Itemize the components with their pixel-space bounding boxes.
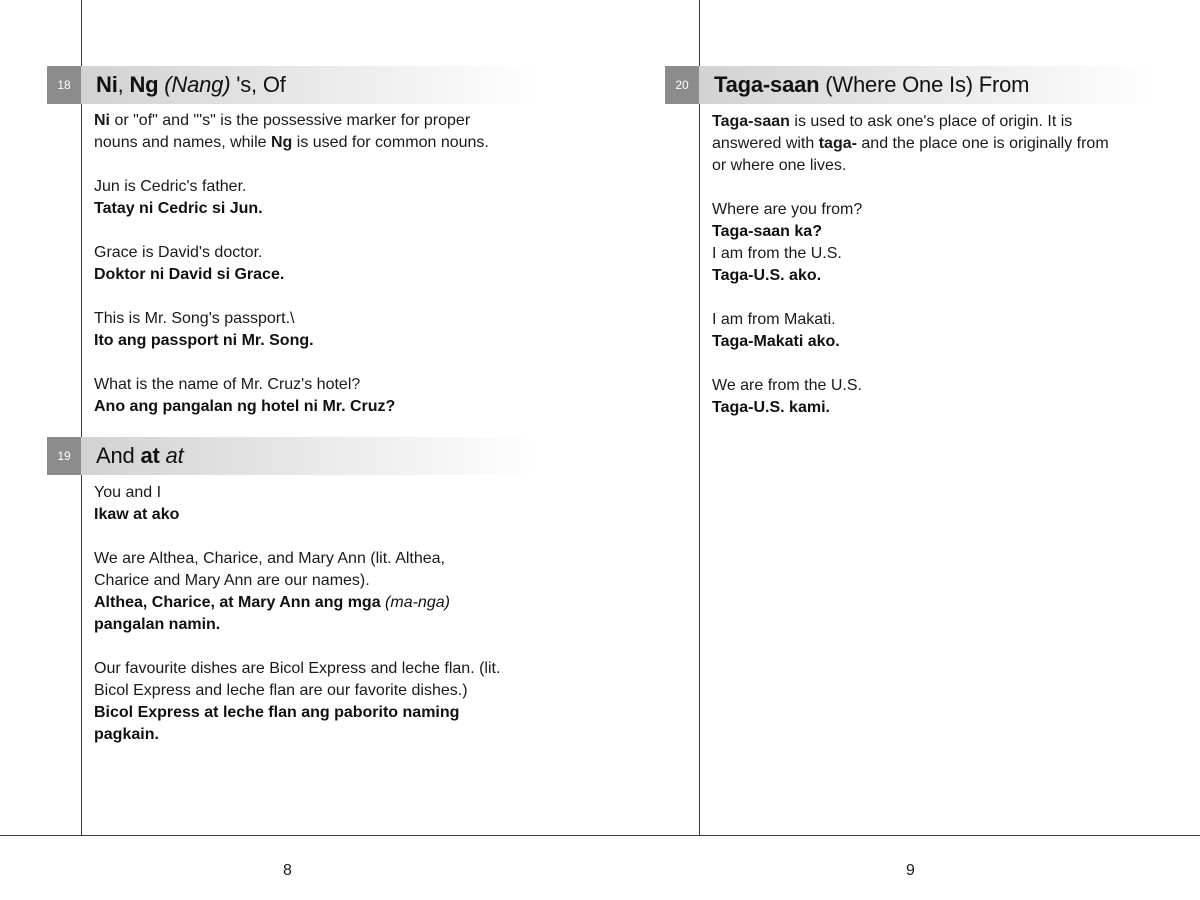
english-sentence: I am from Makati.	[712, 311, 836, 328]
title-part: And	[96, 443, 141, 468]
text: or "of" and "'s" is the possessive marker for proper	[110, 112, 471, 129]
footer-rule	[0, 835, 1200, 836]
tagalog-sentence: Doktor ni David si Grace.	[94, 266, 285, 283]
english-sentence: You and I	[94, 484, 162, 501]
page-number-right: 9	[906, 862, 915, 879]
intro-line: or where one lives.	[712, 157, 847, 174]
tagalog-sentence: Ito ang passport ni Mr. Song.	[94, 332, 314, 349]
example-pair	[94, 308, 489, 352]
title-part: (Where One Is) From	[819, 72, 1030, 97]
title-part: Ng	[129, 72, 159, 97]
text: is used to ask one's place of origin. It is	[789, 113, 1073, 130]
tagalog-sentence: Ano ang pangalan ng hotel ni Mr. Cruz?	[94, 398, 396, 415]
section-title	[96, 66, 286, 104]
intro-line	[94, 110, 489, 132]
example-pair	[94, 176, 489, 220]
section-number-badge: 18	[47, 66, 81, 104]
keyword: Taga-saan	[712, 113, 790, 130]
section-number-badge: 20	[665, 66, 699, 104]
tagalog-sentence: Tatay ni Cedric si Jun.	[94, 200, 263, 217]
intro-line	[712, 133, 1109, 155]
left-margin-rule	[81, 0, 82, 836]
intro-paragraph	[712, 111, 1109, 177]
text: is used for common nouns.	[292, 134, 489, 151]
section-20-body	[712, 111, 1109, 419]
title-part: Ni	[96, 72, 118, 97]
text: and the place one is originally from	[856, 135, 1109, 152]
tagalog-sentence: Bicol Express at leche flan ang paborito naming	[94, 704, 460, 721]
example-pair	[94, 658, 500, 746]
english-sentence: Jun is Cedric's father.	[94, 178, 247, 195]
example-pair	[94, 374, 489, 418]
english-sentence: Where are you from?	[712, 201, 863, 218]
tagalog-sentence: Taga-U.S. kami.	[712, 399, 830, 416]
tagalog-sentence: pangalan namin.	[94, 616, 221, 633]
page-gutter-rule	[699, 0, 700, 836]
english-sentence: I am from the U.S.	[712, 245, 842, 262]
text: nouns and names, while	[94, 134, 271, 151]
tagalog-sentence: Taga-Makati ako.	[712, 333, 840, 350]
example-pair	[712, 199, 1109, 287]
example-pair	[712, 375, 1109, 419]
intro-paragraph	[94, 110, 489, 154]
title-part: Taga-saan	[714, 72, 820, 97]
tagalog-sentence: pagkain.	[94, 726, 159, 743]
text: Althea, Charice, at Mary Ann ang mga	[94, 594, 381, 611]
english-sentence: Our favourite dishes are Bicol Express and leche flan. (lit.	[94, 660, 501, 677]
example-pair	[94, 482, 500, 526]
tagalog-sentence: Taga-U.S. ako.	[712, 267, 822, 284]
english-sentence: We are Althea, Charice, and Mary Ann (lit. Althea,	[94, 550, 445, 567]
pronunciation-note: (ma-nga)	[380, 594, 450, 611]
tagalog-sentence	[94, 592, 500, 614]
title-part: at	[159, 443, 184, 468]
keyword: Ni	[94, 112, 110, 129]
title-part: 's, Of	[230, 72, 286, 97]
intro-line	[712, 111, 1109, 133]
section-number-badge: 19	[47, 437, 81, 475]
english-sentence: What is the name of Mr. Cruz's hotel?	[94, 376, 361, 393]
example-pair	[712, 309, 1109, 353]
text: answered with	[712, 135, 819, 152]
keyword: taga-	[818, 135, 857, 152]
english-sentence: Bicol Express and leche flan are our favorite dishes.)	[94, 682, 468, 699]
english-sentence: Charice and Mary Ann are our names).	[94, 572, 370, 589]
english-sentence: We are from the U.S.	[712, 377, 862, 394]
example-pair	[94, 242, 489, 286]
tagalog-sentence: Taga-saan ka?	[712, 223, 822, 240]
title-part: at	[140, 443, 160, 468]
section-19-body	[94, 482, 500, 746]
section-18-body	[94, 110, 489, 418]
title-part: ,	[117, 72, 130, 97]
english-sentence: Grace is David's doctor.	[94, 244, 263, 261]
intro-line	[94, 132, 489, 154]
section-title	[96, 437, 184, 475]
keyword: Ng	[271, 134, 293, 151]
example-pair	[94, 548, 500, 636]
page-number-left: 8	[283, 862, 292, 879]
english-sentence: This is Mr. Song's passport.\	[94, 310, 295, 327]
section-title	[714, 66, 1029, 104]
tagalog-sentence: Ikaw at ako	[94, 506, 180, 523]
title-part: (Nang)	[164, 72, 231, 97]
